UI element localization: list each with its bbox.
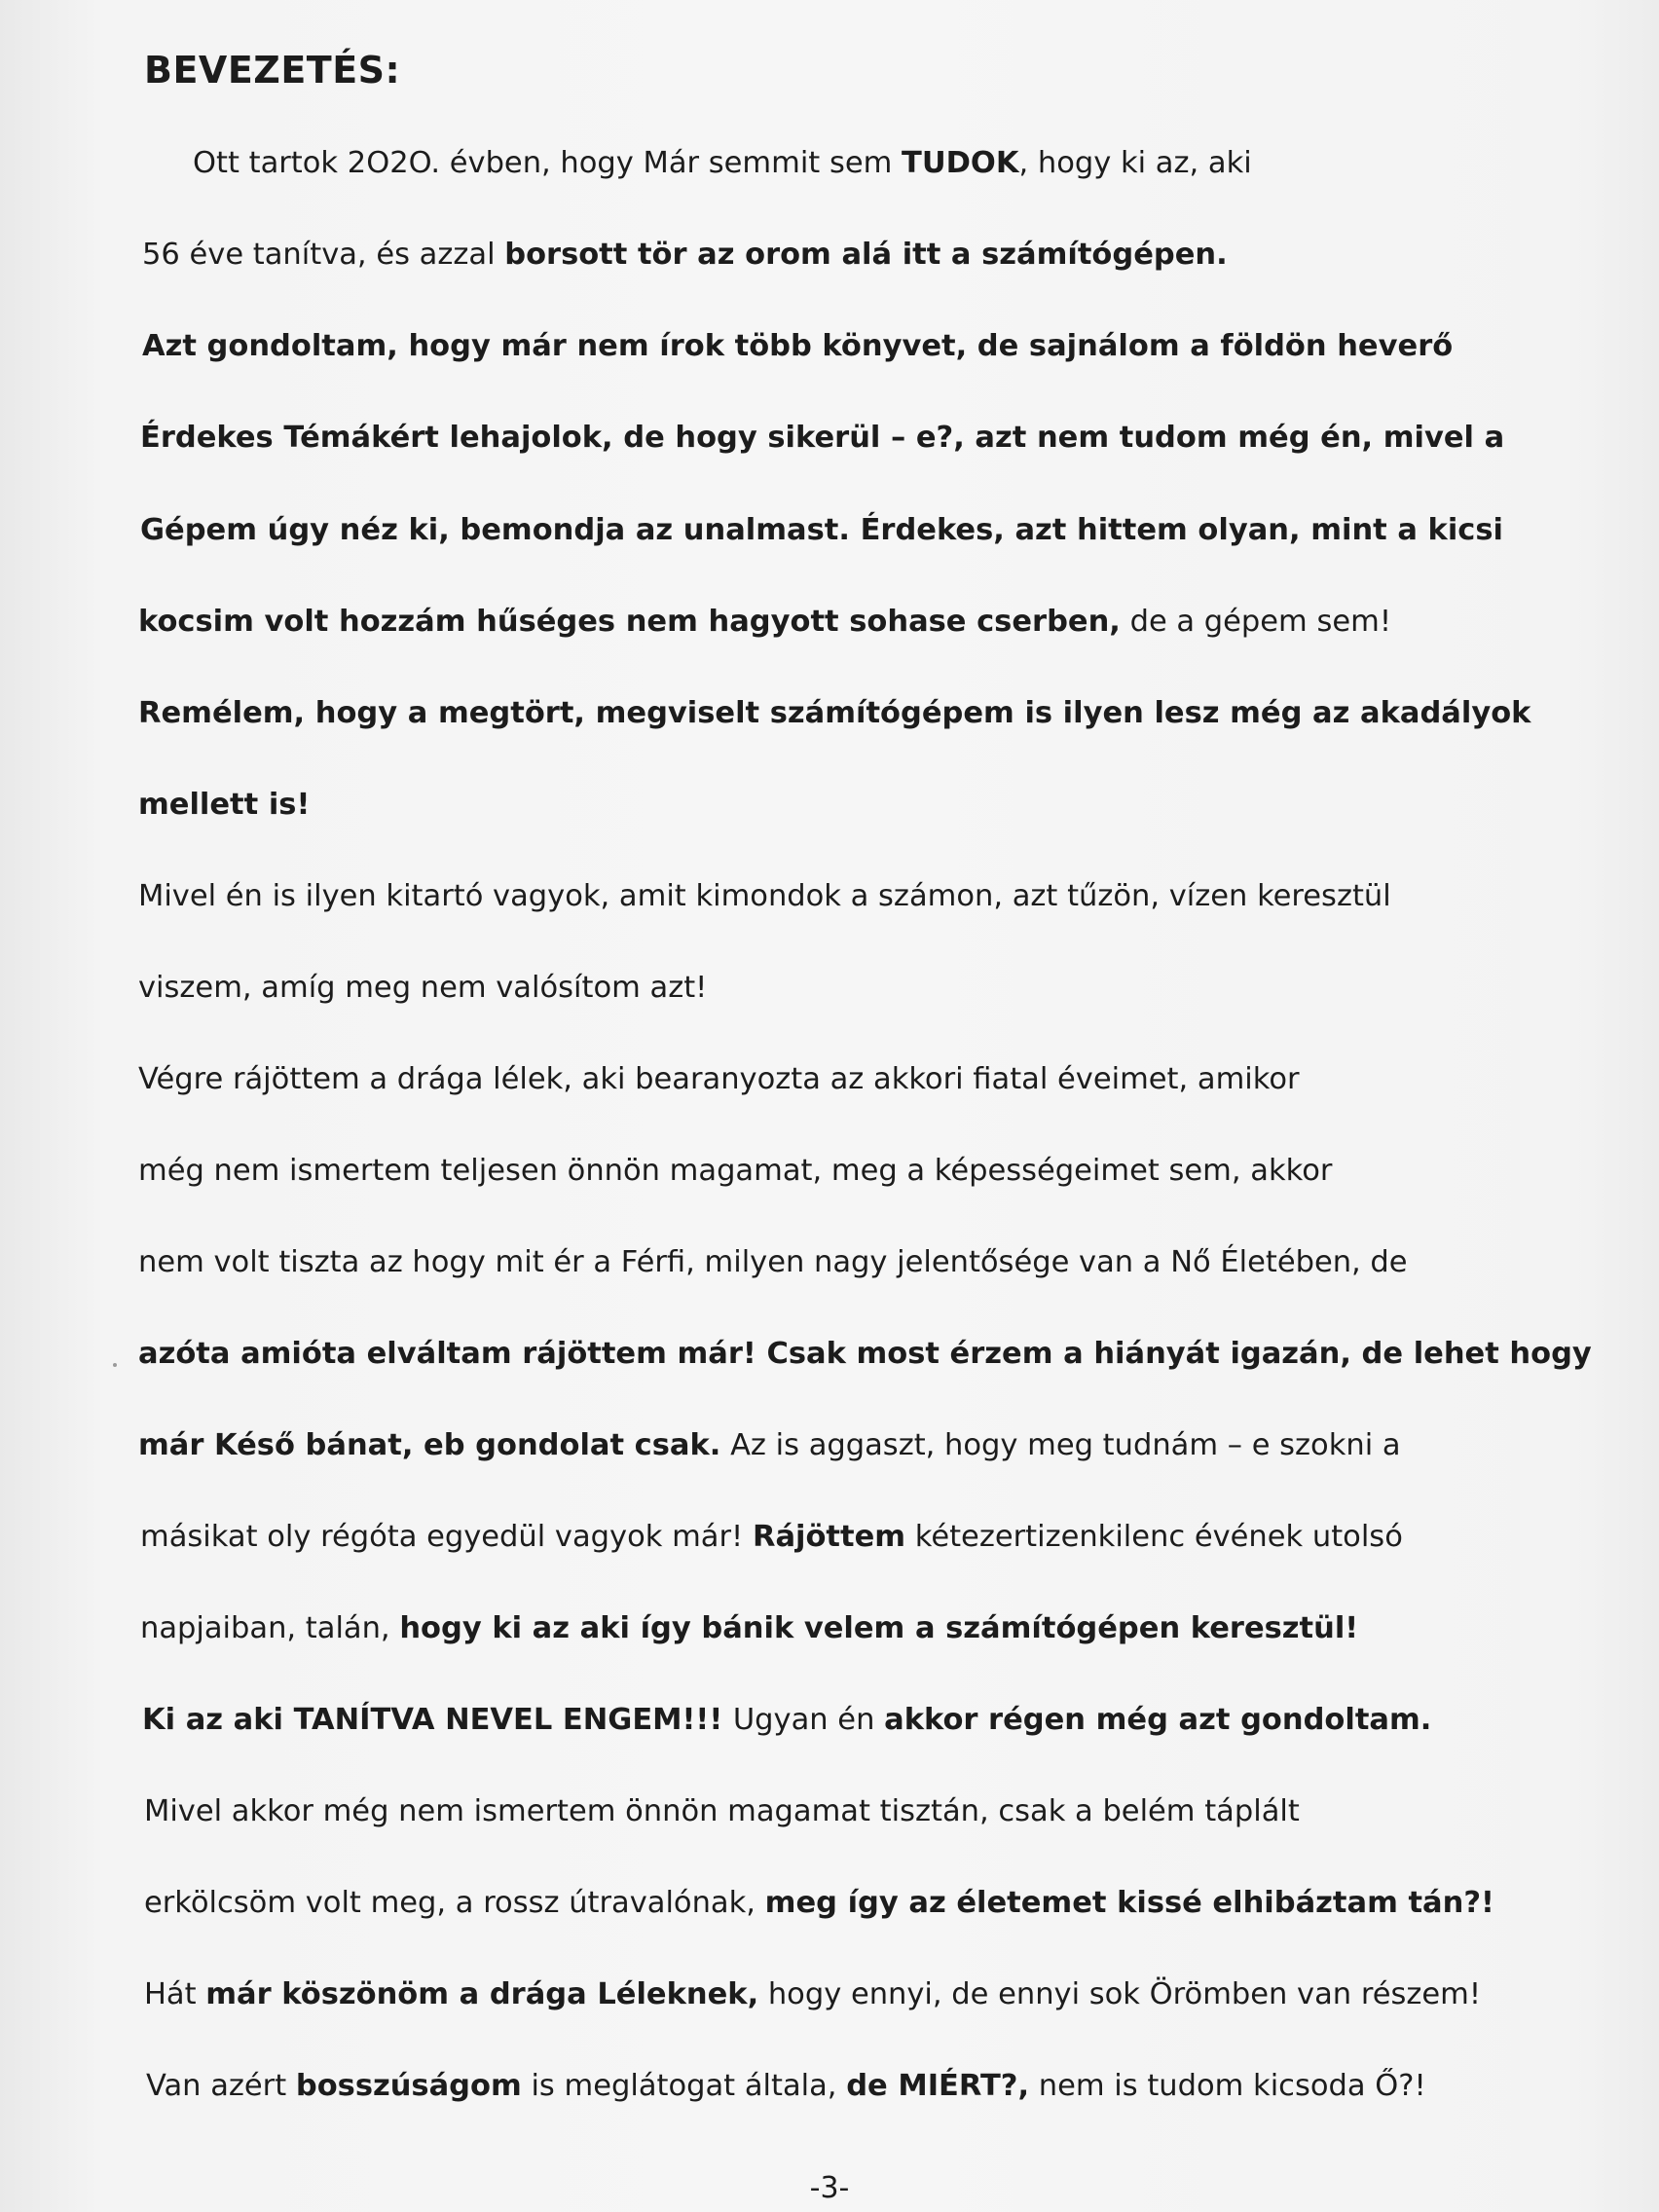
page-number: -3- — [809, 2171, 850, 2205]
text-line — [140, 513, 1503, 547]
text-line — [146, 2069, 1426, 2103]
bold-text-span: TUDOK — [902, 146, 1019, 180]
text-span: Ugyan én — [732, 1703, 885, 1737]
text-span: Mivel én is ilyen kitartó vagyok, amit kimondok a számon, azt tűzön, vízen keresztül — [138, 879, 1391, 913]
bold-text-span: borsott tör az orom alá itt a számítógépen. — [504, 238, 1228, 272]
bold-text-span: azóta amióta elváltam rájöttem már! Csak most érzem a hiányát igazán, de lehet hogy — [138, 1337, 1592, 1371]
bold-text-span: már Késő bánat, eb gondolat csak. — [138, 1428, 721, 1462]
text-span: erkölcsöm volt meg, a rossz útravalónak, — [144, 1886, 765, 1920]
text-span: 56 éve tanítva, és azzal — [142, 238, 505, 272]
margin-dot — [113, 1363, 117, 1367]
text-span: viszem, amíg meg nem valósítom azt! — [138, 971, 708, 1005]
text-span: nem volt tiszta az hogy mit ér a Férfi, milyen nagy jelentősége van a Nő Életében, de — [138, 1245, 1408, 1279]
page-heading: BEVEZETÉS: — [144, 49, 401, 92]
text-line — [140, 1611, 1359, 1645]
text-line — [138, 1428, 1401, 1462]
text-line — [138, 1154, 1333, 1188]
text-span: , hogy ki az, aki — [1018, 146, 1252, 180]
bold-text-span: már köszönöm a drága Léleknek, — [205, 1977, 759, 2011]
text-span: Mivel akkor még nem ismertem önnön magamat tisztán, csak a belém táplált — [144, 1794, 1300, 1828]
bold-text-span: kocsim volt hozzám hűséges nem hagyott sohase cserben, — [138, 605, 1121, 639]
bold-text-span: bosszúságom — [295, 2069, 522, 2103]
text-line — [140, 421, 1505, 455]
text-span: Ott tartok 2O2O. évben, hogy Már semmit sem — [193, 146, 903, 180]
text-line — [140, 1520, 1403, 1554]
bold-text-span: meg így az életemet kissé elhibáztam tán?! — [764, 1886, 1494, 1920]
text-line — [144, 1794, 1300, 1828]
text-span: még nem ismertem teljesen önnön magamat, meg a képességeimet sem, akkor — [138, 1154, 1333, 1188]
text-span: Végre rájöttem a drága lélek, aki bearanyozta az akkori fiatal éveimet, amikor — [138, 1062, 1300, 1096]
text-span: hogy ennyi, de ennyi sok Örömben van részem! — [758, 1977, 1482, 2011]
bold-text-span: de MIÉRT?, — [846, 2069, 1030, 2103]
text-line — [138, 971, 708, 1005]
text-line — [144, 1977, 1482, 2011]
bold-text-span: Gépem úgy néz ki, bemondja az unalmast. Érdekes, azt hittem olyan, mint a kicsi — [140, 513, 1503, 547]
text-line — [138, 605, 1392, 639]
bold-text-span: mellett is! — [138, 788, 311, 822]
bold-text-span: Ki az aki TANÍTVA NEVEL ENGEM!!! — [142, 1703, 733, 1737]
bold-text-span: Rájöttem — [752, 1520, 906, 1554]
text-span: kétezertizenkilenc évének utolsó — [905, 1520, 1403, 1554]
text-span: másikat oly régóta egyedül vagyok már! — [140, 1520, 753, 1554]
bold-text-span: hogy ki az aki így bánik velem a számítógépen keresztül! — [399, 1611, 1359, 1645]
bold-text-span: Remélem, hogy a megtört, megviselt számítógépem is ilyen lesz még az akadályok — [138, 696, 1531, 730]
text-line — [138, 696, 1531, 730]
text-line — [144, 1886, 1494, 1920]
text-line — [142, 1703, 1432, 1737]
text-span: de a gépem sem! — [1120, 605, 1392, 639]
text-span: Van azért — [146, 2069, 296, 2103]
text-line — [138, 879, 1391, 913]
text-span: Hát — [144, 1977, 206, 2011]
text-span: Az is aggaszt, hogy meg tudnám – e szokni a — [720, 1428, 1401, 1462]
text-line — [138, 788, 311, 822]
text-line — [142, 329, 1454, 363]
text-line — [138, 1337, 1592, 1371]
text-line — [138, 1245, 1408, 1279]
text-line — [193, 146, 1252, 180]
text-line — [142, 240, 1228, 271]
text-span: napjaiban, talán, — [140, 1611, 400, 1645]
text-span: is meglátogat általa, — [521, 2069, 847, 2103]
text-span: nem is tudom kicsoda Ő?! — [1029, 2069, 1426, 2103]
bold-text-span: Azt gondoltam, hogy már nem írok több könyvet, de sajnálom a földön heverő — [142, 329, 1454, 363]
text-line — [138, 1062, 1300, 1096]
bold-text-span: Érdekes Témákért lehajolok, de hogy sikerül – e?, azt nem tudom még én, mivel a — [140, 421, 1505, 455]
bold-text-span: akkor régen még azt gondoltam. — [884, 1703, 1432, 1737]
